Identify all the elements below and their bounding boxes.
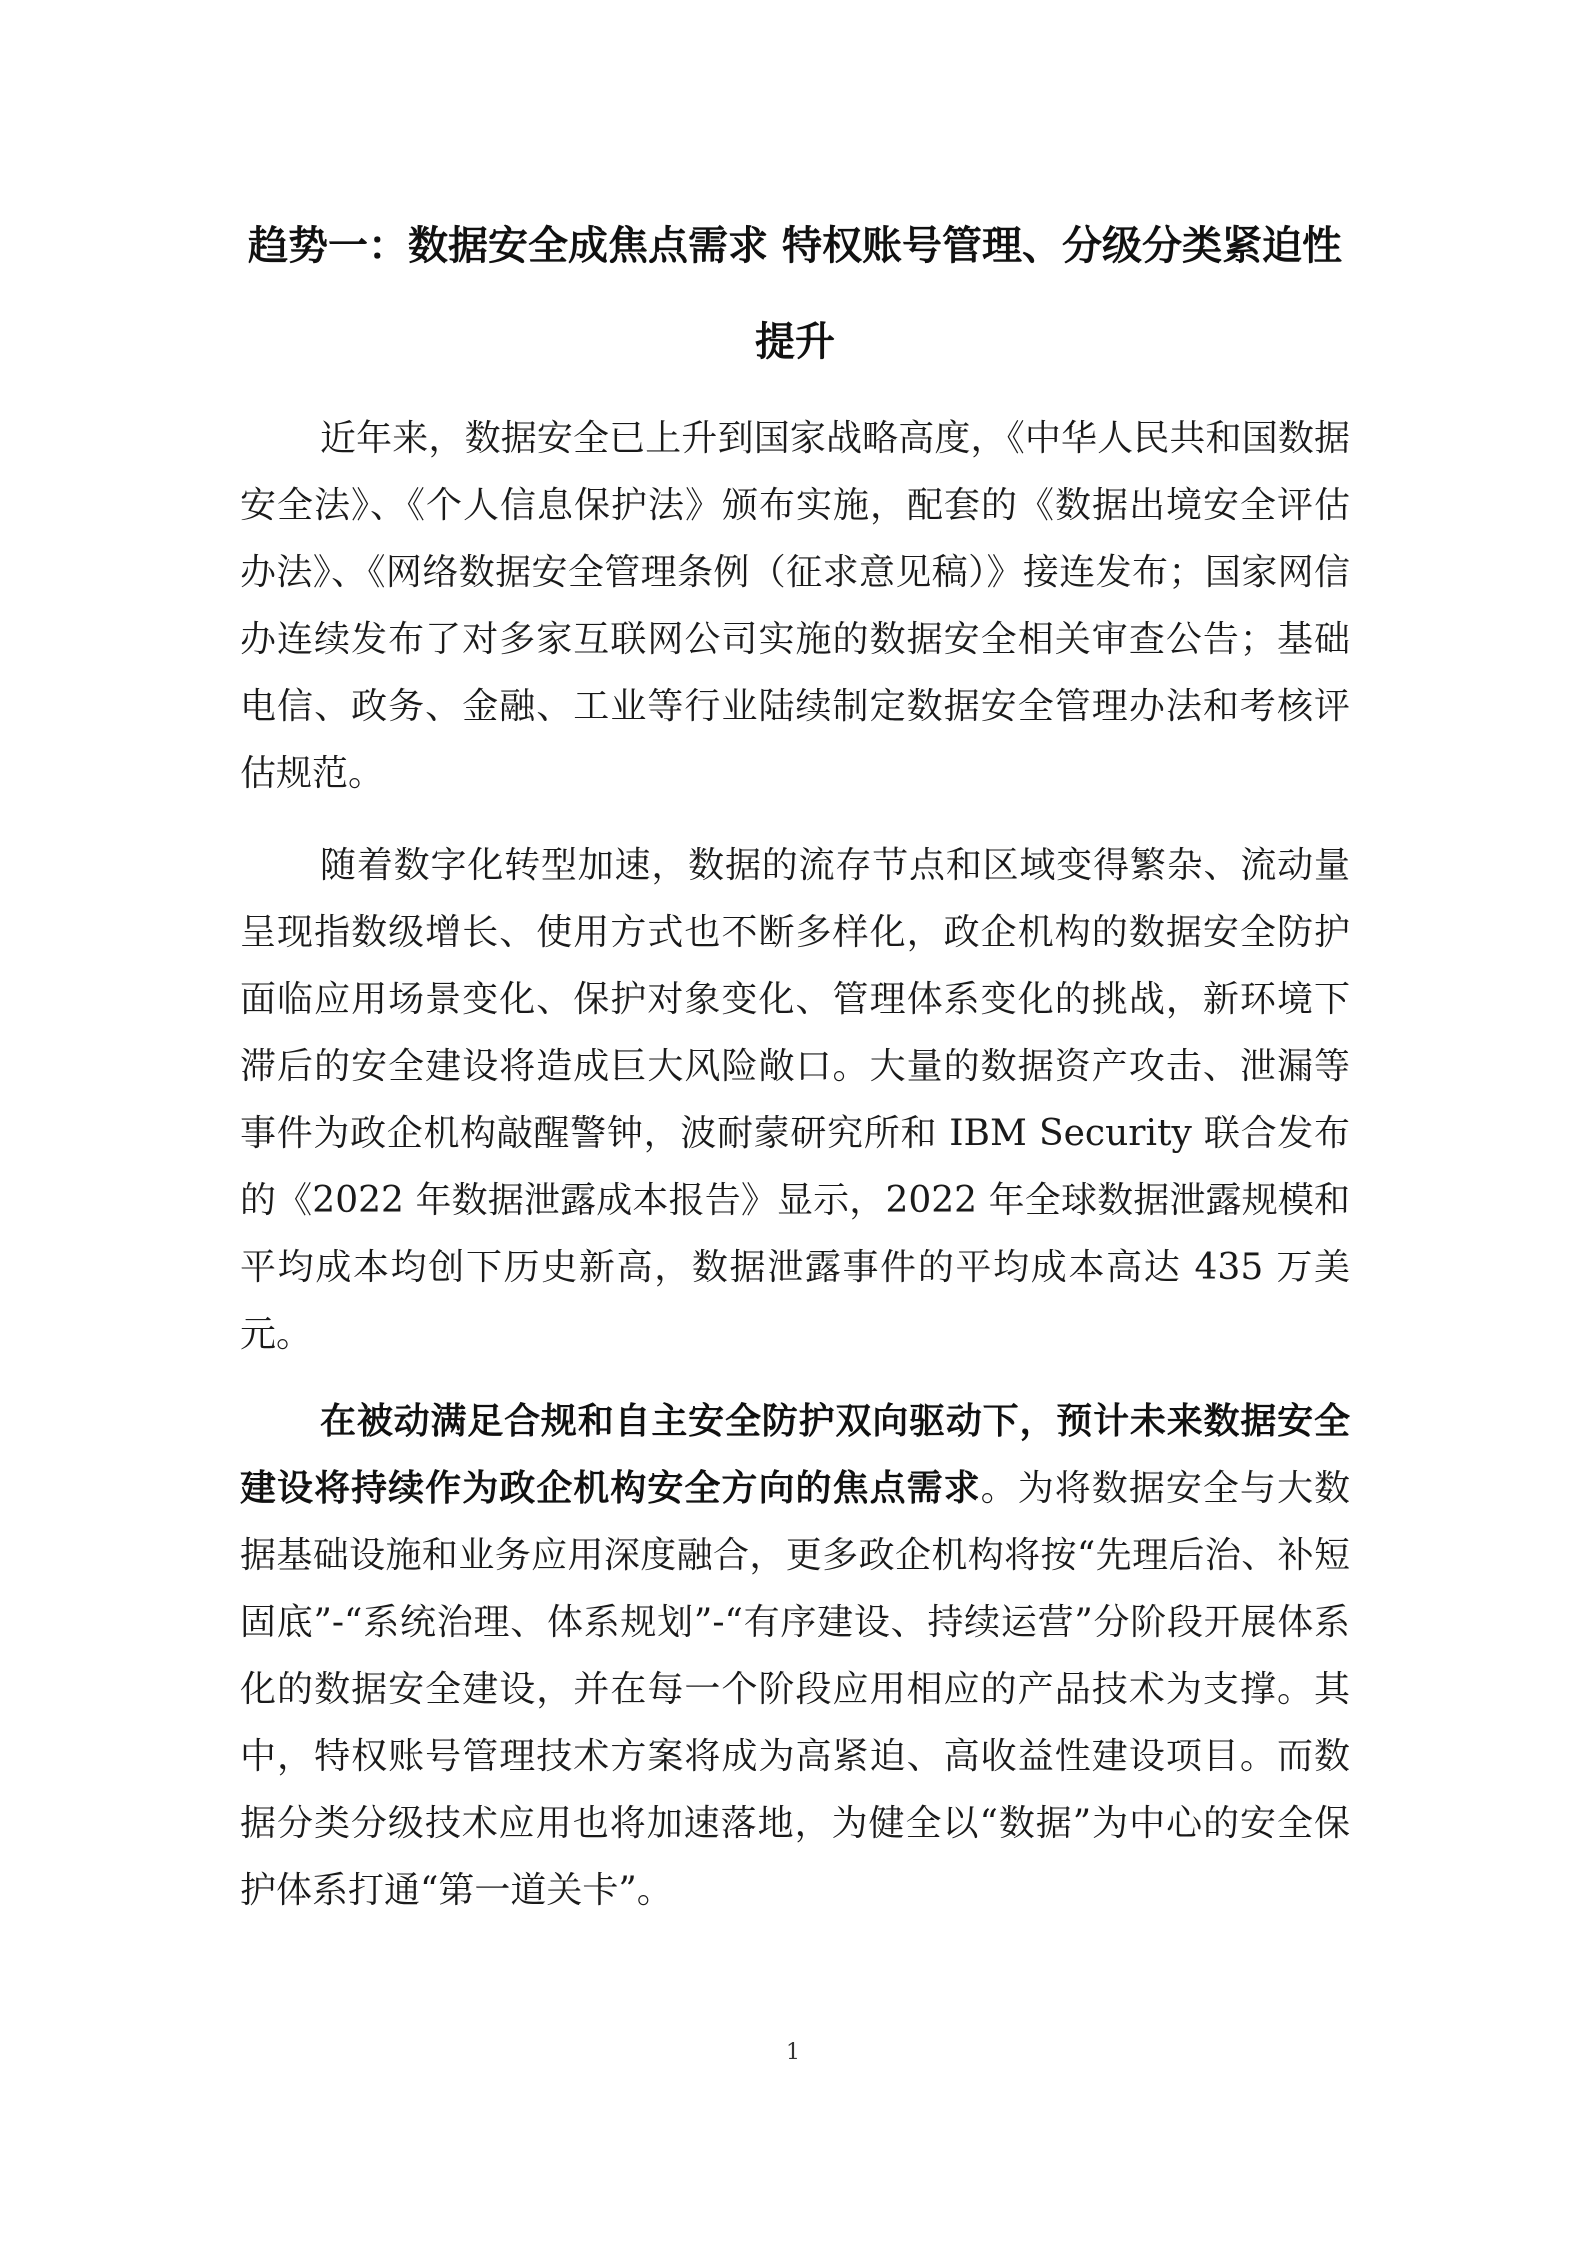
paragraph-3-text: 。为将数据安全与大数据基础设施和业务应用深度融合，更多政企机构将按“先理后治、补短固底”-“系统治理、体系规划”-“有序建设、持续运营”分阶段开展体系化的数据安全建设，并在每一个阶段应用相应的产品技术为支撑。其中，特权账号管理技术方案将成为高紧迫、高收益性建设项目。而数据分类分级技术应用也将加速落地，为健全以“数据”为中心的安全保护体系打通“第一道关卡”。 xyxy=(240,1468,1350,1911)
paragraph-1-text: 近年来，数据安全已上升到国家战略高度，《中华人民共和国数据安全法》、《个人信息保护法》颁布实施，配套的《数据出境安全评估办法》、《网络数据安全管理条例（征求意见稿）》接连发布；国家网信办连续发布了对多家互联网公司实施的数据安全相关审查公告；基础电信、政务、金融、工业等行业陆续制定数据安全管理办法和考核评估规范。 xyxy=(240,418,1350,794)
page-number: 1 xyxy=(786,2040,800,2065)
document-title: 趋势一：数据安全成焦点需求 特权账号管理、分级分类紧迫性提升 xyxy=(248,223,1342,365)
paragraph-2-text: 随着数字化转型加速，数据的流存节点和区域变得繁杂、流动量呈现指数级增长、使用方式也不断多样化，政企机构的数据安全防护面临应用场景变化、保护对象变化、管理体系变化的挑战，新环境下滞后的安全建设将造成巨大风险敞口。大量的数据资产攻击、泄漏等事件为政企机构敲醒警钟，波耐蒙研究所和 IBM Security 联合发布的《2022 年数据泄露成本报告》显示，2022 年全球数据泄露规模和平均成本均创下历史新高，数据泄露事件的平均成本高达 435 万美元。 xyxy=(240,845,1350,1355)
paragraph-3 xyxy=(240,1388,1350,1924)
paragraph-3-bold-lead: 在被动满足合规和自主安全防护双向驱动下，预计未来数据安全建设将持续作为政企机构安全方向的焦点需求 xyxy=(240,1401,1350,1509)
paragraph-1 xyxy=(240,405,1350,807)
paragraph-2 xyxy=(240,832,1350,1368)
